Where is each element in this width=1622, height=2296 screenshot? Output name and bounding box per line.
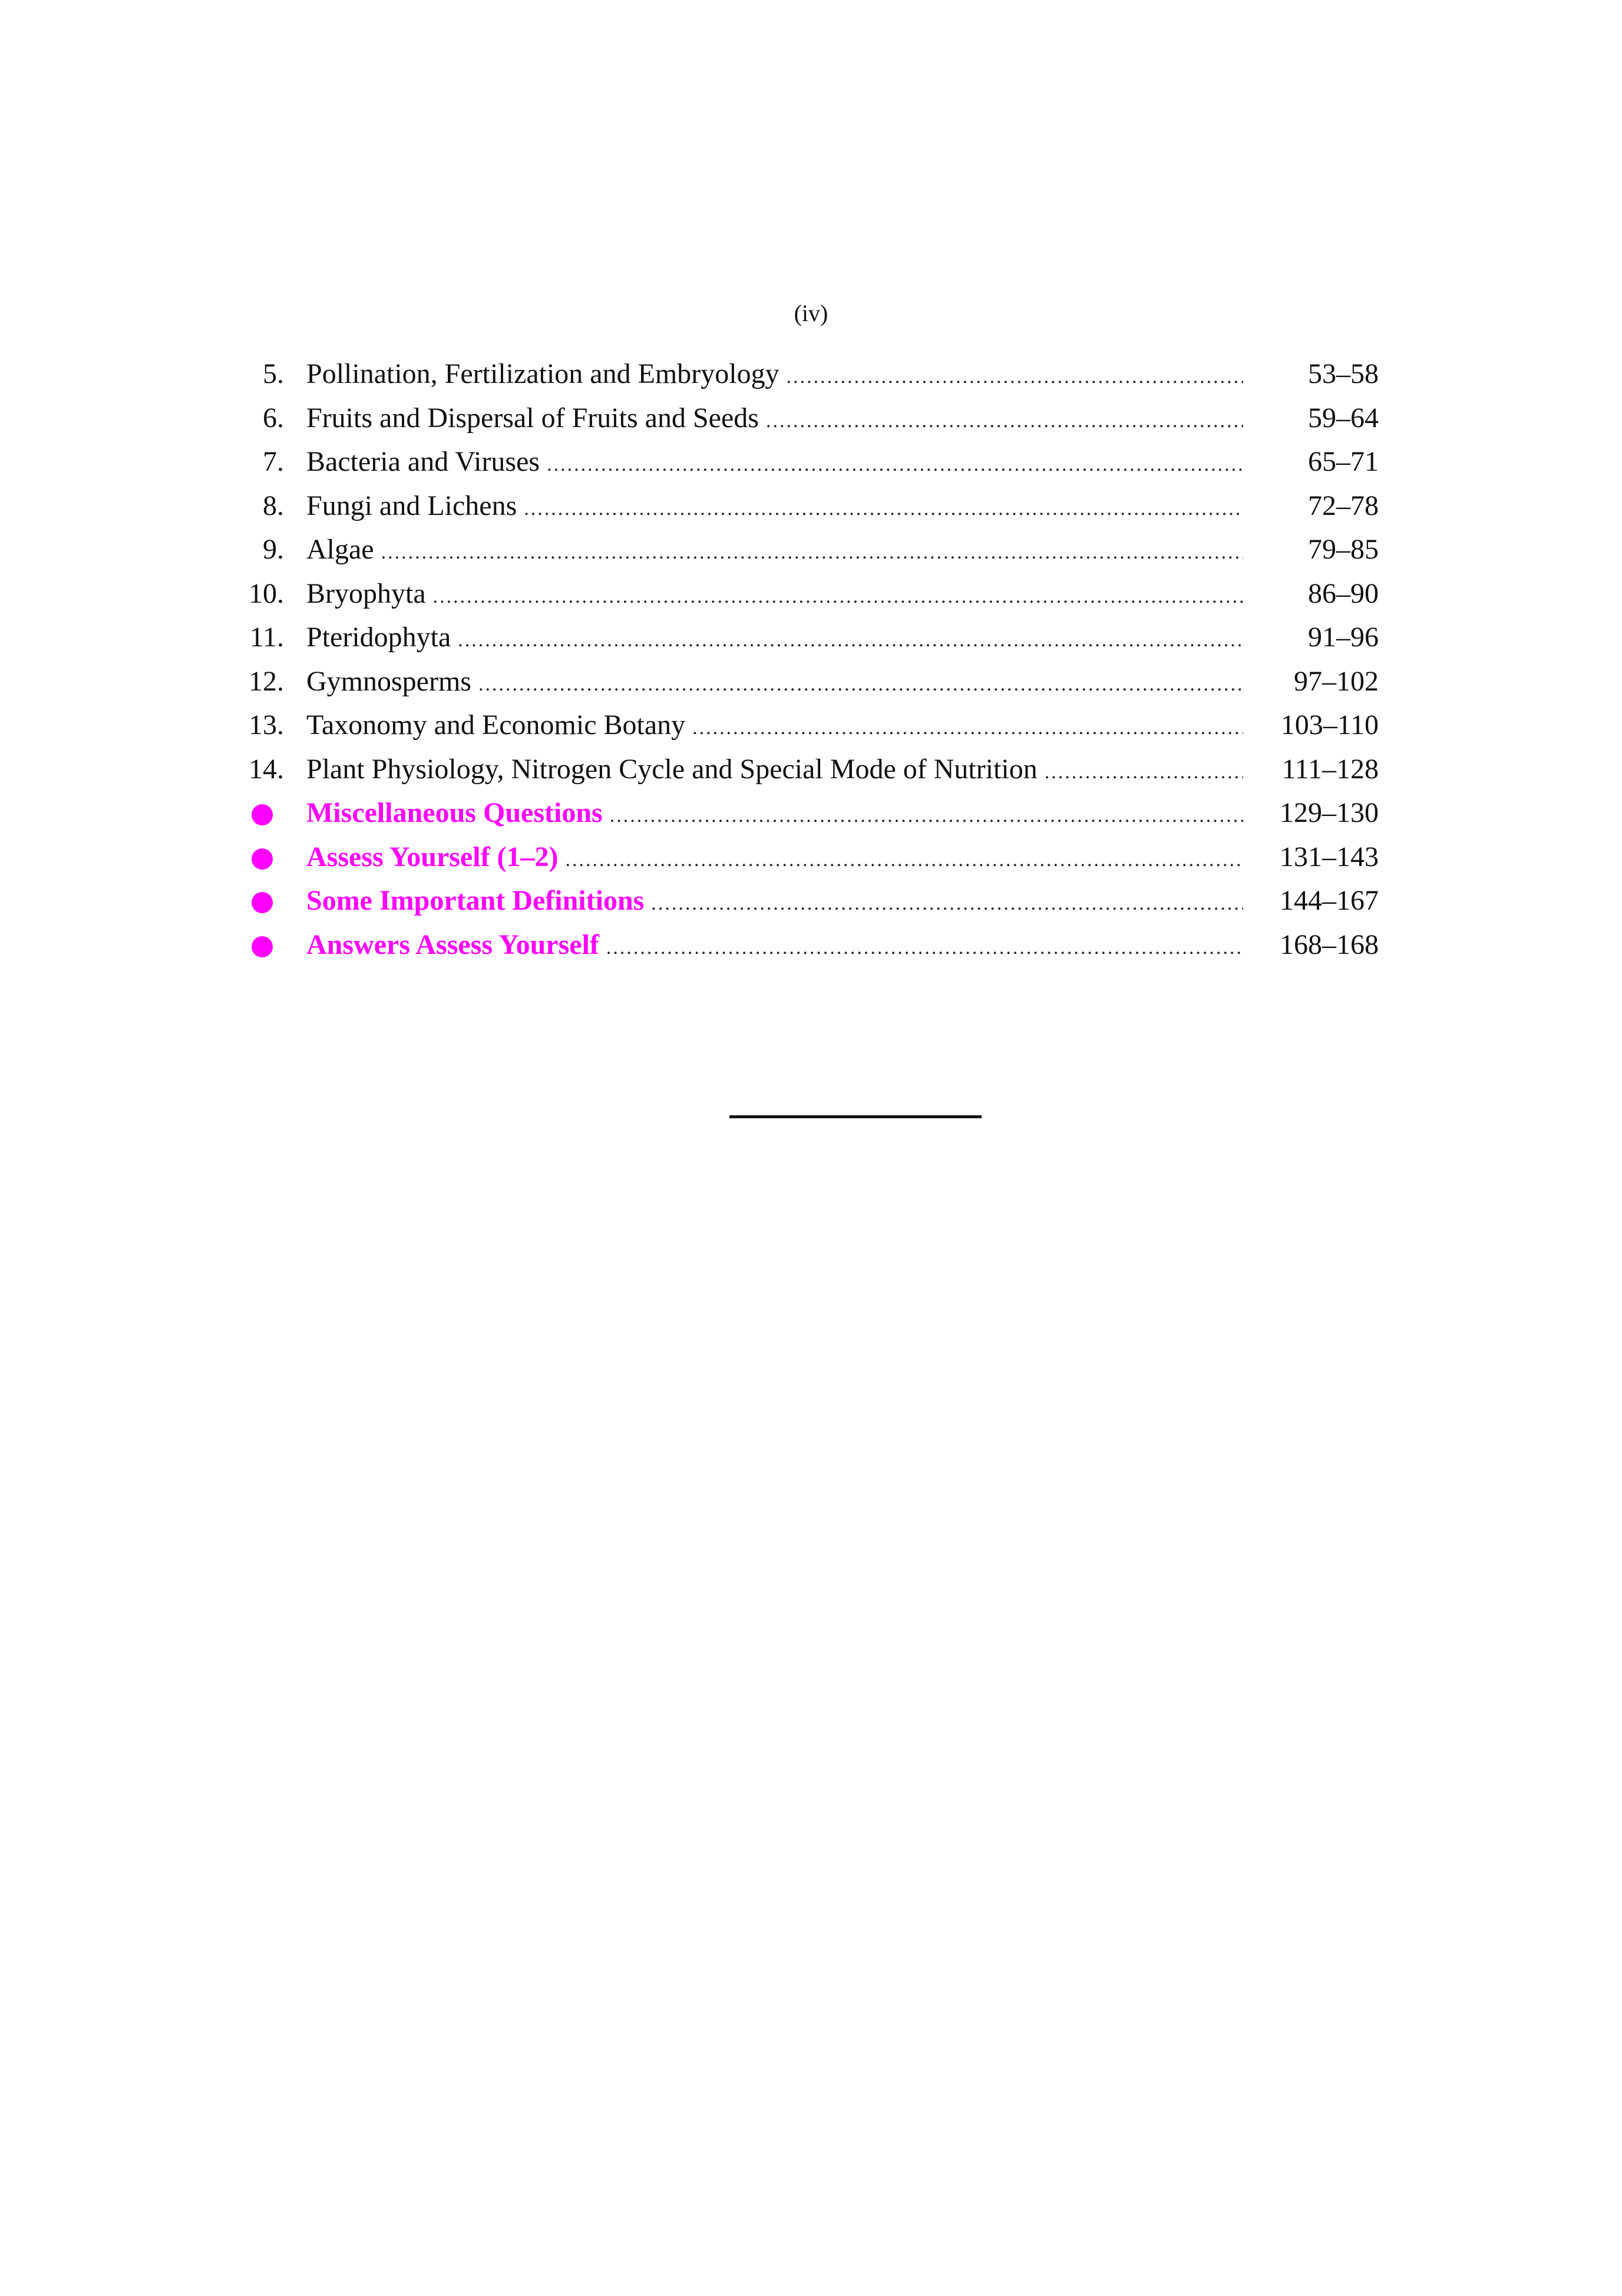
- toc-entry: [306, 879, 1243, 926]
- dot-leader: [610, 794, 1243, 838]
- toc-row: [236, 397, 1379, 441]
- chapter-number: 13.: [249, 709, 284, 741]
- dot-leader: [692, 706, 1243, 751]
- bullet-icon: [252, 892, 273, 913]
- page-range: 59–64: [1308, 402, 1379, 434]
- page-range: 65–71: [1308, 446, 1379, 477]
- toc-entry: [306, 440, 1243, 487]
- toc-entry: [306, 835, 1243, 883]
- page-range: 111–128: [1281, 753, 1379, 785]
- dot-leader: [606, 926, 1243, 970]
- page-range: 86–90: [1308, 577, 1379, 609]
- toc-row: [236, 352, 1379, 397]
- page-range: 103–110: [1280, 709, 1379, 741]
- dot-leader: [433, 575, 1243, 619]
- chapter-number: 7.: [263, 446, 284, 477]
- chapter-number: 10.: [249, 577, 284, 609]
- toc-entry: [306, 923, 1243, 970]
- chapter-number: 6.: [263, 402, 284, 434]
- toc-entry: [306, 352, 1243, 399]
- toc-row: [236, 440, 1379, 484]
- toc-row: [236, 528, 1379, 572]
- section-title: Assess Yourself (1–2): [306, 841, 559, 873]
- dot-leader: [566, 838, 1243, 883]
- dot-leader: [787, 355, 1243, 399]
- chapter-title: Gymnosperms: [306, 665, 471, 697]
- dot-leader: [547, 443, 1243, 487]
- toc-entry: [306, 572, 1243, 619]
- page-range: 144–167: [1280, 885, 1379, 916]
- table-of-contents: [236, 352, 1379, 967]
- toc-entry: [306, 748, 1243, 795]
- toc-row-special: [236, 835, 1379, 880]
- chapter-title: Bacteria and Viruses: [306, 446, 540, 477]
- toc-entry: [306, 616, 1243, 663]
- toc-row: [236, 748, 1379, 792]
- page-range: 131–143: [1280, 841, 1379, 873]
- page-range: 129–130: [1280, 797, 1379, 828]
- dot-leader: [524, 487, 1243, 531]
- chapter-title: Pollination, Fertilization and Embryology: [306, 358, 779, 389]
- page-range: 91–96: [1308, 622, 1379, 653]
- dot-leader: [458, 619, 1243, 663]
- page-range: 97–102: [1294, 665, 1379, 697]
- chapter-number: 9.: [263, 534, 284, 565]
- end-rule: [729, 1115, 982, 1118]
- chapter-title: Taxonomy and Economic Botany: [306, 709, 686, 741]
- chapter-number: 5.: [263, 358, 284, 389]
- toc-entry: [306, 484, 1243, 531]
- page-range: 72–78: [1308, 490, 1379, 521]
- page-range: 79–85: [1308, 534, 1379, 565]
- toc-row-special: [236, 791, 1379, 835]
- dot-leader: [478, 663, 1243, 707]
- chapter-number: 14.: [249, 753, 284, 785]
- dot-leader: [651, 882, 1243, 926]
- chapter-title: Pteridophyta: [306, 622, 451, 653]
- toc-entry: [306, 397, 1243, 444]
- chapter-title: Bryophyta: [306, 577, 426, 609]
- section-title: Miscellaneous Questions: [306, 797, 603, 828]
- toc-entry: [306, 703, 1243, 751]
- page-number: (iv): [794, 300, 828, 326]
- chapter-title: Plant Physiology, Nitrogen Cycle and Special Mode of Nutrition: [306, 753, 1038, 785]
- dot-leader: [766, 399, 1243, 444]
- toc-row: [236, 703, 1379, 748]
- chapter-title: Fungi and Lichens: [306, 490, 517, 521]
- section-title: Answers Assess Yourself: [306, 929, 599, 960]
- chapter-number: 12.: [249, 665, 284, 697]
- chapter-title: Algae: [306, 534, 374, 565]
- dot-leader: [1045, 751, 1243, 795]
- toc-row: [236, 572, 1379, 616]
- toc-entry: [306, 528, 1243, 575]
- toc-row-special: [236, 923, 1379, 967]
- chapter-number: 8.: [263, 490, 284, 521]
- bullet-icon: [252, 804, 273, 825]
- dot-leader: [381, 531, 1243, 575]
- page-range: 168–168: [1280, 929, 1379, 960]
- page-range: 53–58: [1308, 358, 1379, 389]
- toc-row: [236, 660, 1379, 704]
- section-title: Some Important Definitions: [306, 885, 645, 916]
- toc-row: [236, 484, 1379, 528]
- chapter-number: 11.: [249, 622, 284, 653]
- toc-row-special: [236, 879, 1379, 923]
- toc-entry: [306, 660, 1243, 707]
- bullet-icon: [252, 936, 273, 957]
- toc-row: [236, 616, 1379, 660]
- bullet-icon: [252, 848, 273, 870]
- toc-entry: [306, 791, 1243, 838]
- chapter-title: Fruits and Dispersal of Fruits and Seeds: [306, 402, 759, 434]
